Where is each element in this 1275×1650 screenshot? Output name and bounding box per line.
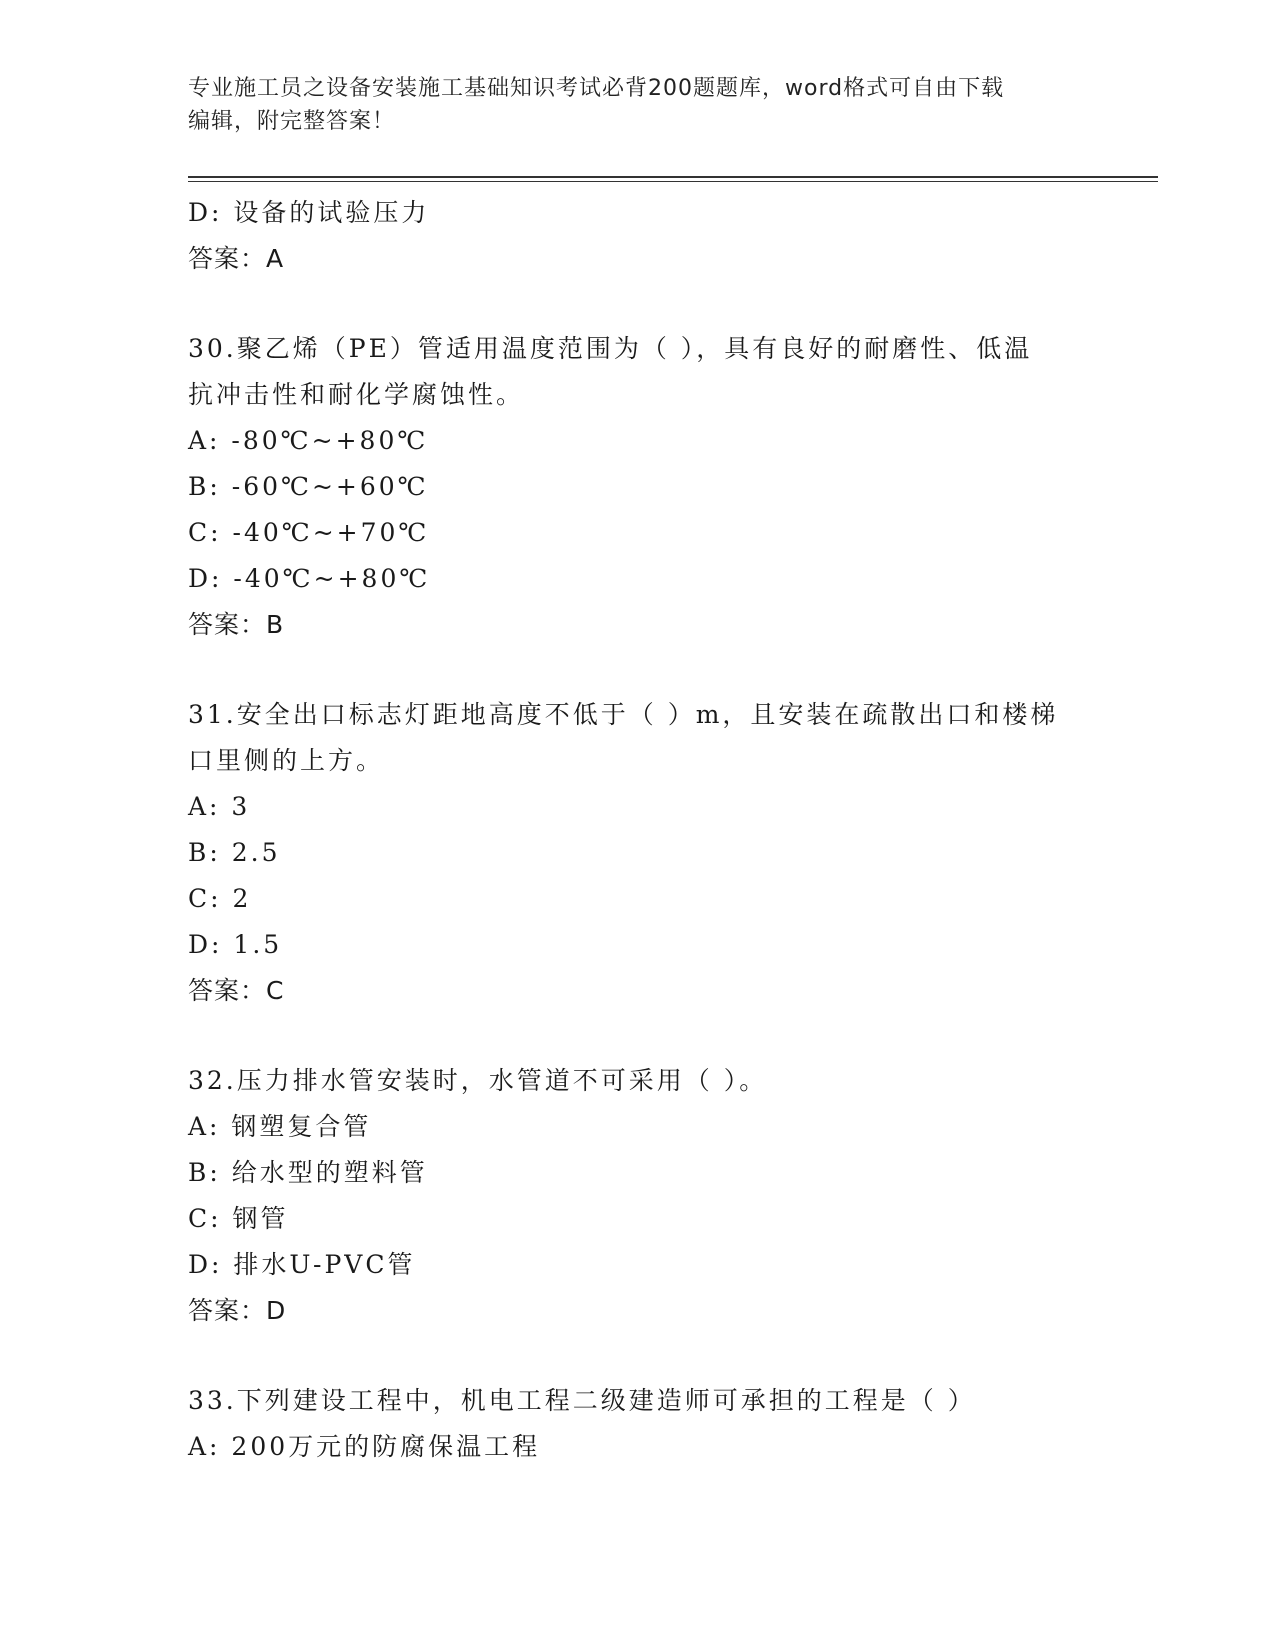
question-29-tail: [188, 190, 1088, 282]
option-c: C: -40℃~+70℃: [188, 518, 430, 547]
option-d: D: 1.5: [188, 930, 283, 959]
header-divider-thick: [188, 176, 1158, 178]
question-stem-line-1: 30.聚乙烯（PE）管适用温度范围为（ ），具有良好的耐磨性、低温: [188, 334, 1033, 363]
option-b: B: 给水型的塑料管: [188, 1158, 428, 1187]
option-c: C: 钢管: [188, 1204, 289, 1233]
option-b: B: 2.5: [188, 838, 281, 867]
question-stem-line-2: 抗冲击性和耐化学腐蚀性。: [188, 380, 525, 409]
question-stem-line-2: 口里侧的上方。: [188, 746, 385, 775]
answer: 答案：D: [188, 1296, 287, 1325]
option-a: A: -80℃~+80℃: [188, 426, 429, 455]
question-stem-line-1: 32.压力排水管安装时，水管道不可采用（ ）。: [188, 1066, 768, 1095]
question-list: [188, 190, 1088, 1470]
question-32: [188, 1058, 1088, 1334]
answer: 答案：A: [188, 244, 285, 273]
header-line-2: 编辑，附完整答案！: [188, 109, 396, 134]
answer: 答案：C: [188, 976, 285, 1005]
document-header: [188, 72, 1088, 138]
option-a: A: 3: [188, 792, 251, 821]
option-c: C: 2: [188, 884, 252, 913]
question-stem-line-1: 33.下列建设工程中，机电工程二级建造师可承担的工程是（ ）: [188, 1386, 976, 1415]
option-d: D: -40℃~+80℃: [188, 564, 431, 593]
question-33: [188, 1378, 1088, 1470]
answer: 答案：B: [188, 610, 285, 639]
option-a: A: 200万元的防腐保温工程: [188, 1432, 541, 1461]
header-divider-thin: [188, 181, 1158, 182]
question-stem-line-1: 31.安全出口标志灯距地高度不低于（ ）m，且安装在疏散出口和楼梯: [188, 700, 1059, 729]
question-31: [188, 692, 1088, 1014]
option-d: D: 设备的试验压力: [188, 198, 430, 227]
option-a: A: 钢塑复合管: [188, 1112, 372, 1141]
header-line-1: 专业施工员之设备安装施工基础知识考试必背200题题库，word格式可自由下载: [188, 76, 1005, 101]
option-b: B: -60℃~+60℃: [188, 472, 429, 501]
option-d: D: 排水U-PVC管: [188, 1250, 416, 1279]
question-30: [188, 326, 1088, 648]
